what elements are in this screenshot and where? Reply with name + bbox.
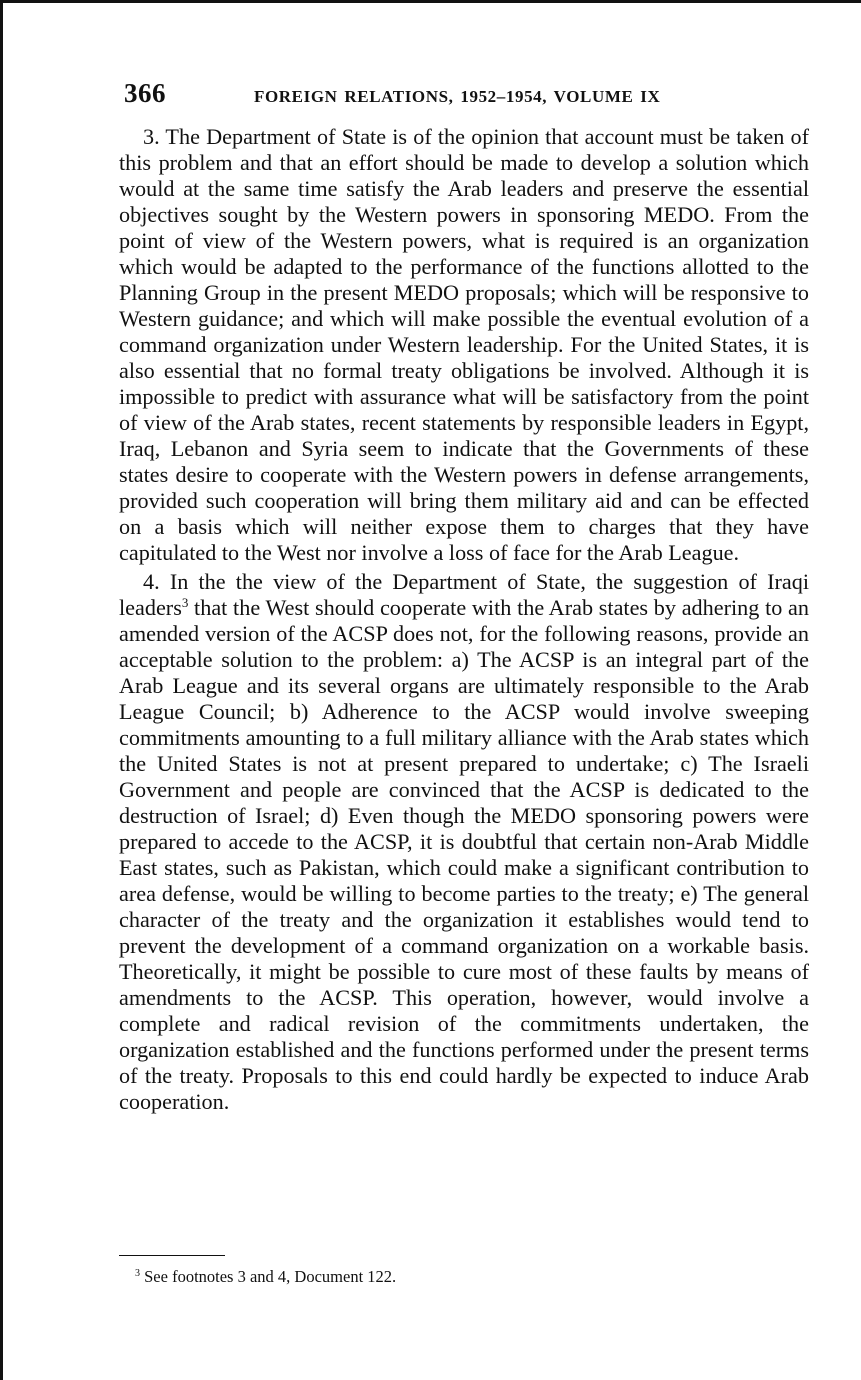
footnote-marker: 3 [135, 1268, 140, 1279]
footnote-text: See footnotes 3 and 4, Document 122. [140, 1267, 397, 1286]
page-header [124, 78, 814, 112]
footnote-divider [119, 1255, 225, 1256]
paragraph-4-rest: that the West should cooperate with the Arab states by adhering to an amended version of the ACSP does not, for the following reasons, provide an acceptable solution to the problem: a) The ACSP is an integral part of the Arab League and its several organs are ultimately responsible to the Arab League Council; b) Adherence to the ACSP would involve sweeping commitments amounting to a full military alliance with the Arab states which the United States is not at present prepared to undertake; c) The Israeli Government and people are convinced that the ACSP is dedicated to the destruction of Israel; d) Even though the MEDO sponsoring powers were prepared to accede to the ACSP, it is doubtful that certain non-Arab Middle East states, such as Pakistan, which could make a significant contribution to area defense, would be willing to become parties to the treaty; e) The general character of the treaty and the organization it establishes would tend to prevent the development of a command organization on a workable basis. Theoretically, it might be possible to cure most of these faults by means of amendments to the ACSP. This operation, however, would involve a complete and radical revision of the commitments undertaken, the organization established and the functions performed under the present terms of the treaty. Proposals to this end could hardly be expected to induce Arab cooperation. [119, 595, 809, 1114]
running-head: FOREIGN RELATIONS, 1952–1954, VOLUME IX [254, 87, 661, 106]
footnote [119, 1266, 809, 1288]
page-number: 366 [124, 78, 166, 108]
document-body [119, 124, 809, 1118]
footnote-reference: 3 [181, 595, 189, 610]
page-edge-left [0, 0, 3, 1380]
paragraph-3: 3. The Department of State is of the opinion that account must be taken of this problem and that an effort should be made to develop a solution which would at the same time satisfy the Arab leaders and preserve the essential objectives sought by the Western powers in sponsoring MEDO. From the point of view of the Western powers, what is required is an organization which would be adapted to the performance of the functions allotted to the Planning Group in the present MEDO proposals; which will be responsive to Western guidance; and which will make possible the eventual evolution of a command organization under Western leadership. For the United States, it is also essential that no formal treaty obligations be involved. Although it is impossible to predict with assurance what will be satisfactory from the point of view of the Arab states, recent statements by responsible leaders in Egypt, Iraq, Lebanon and Syria seem to indicate that the Governments of these states desire to cooperate with the Western powers in defense arrangements, provided such cooperation will bring them military aid and can be effected on a basis which will neither expose them to charges that they have capitulated to the West nor involve a loss of face for the Arab League. [119, 124, 809, 565]
page-edge-top [0, 0, 861, 3]
paragraph-4 [119, 569, 809, 1115]
paragraph-4-start: 4. In the the view of the Department of State, the suggestion of Iraqi leaders [119, 569, 809, 620]
